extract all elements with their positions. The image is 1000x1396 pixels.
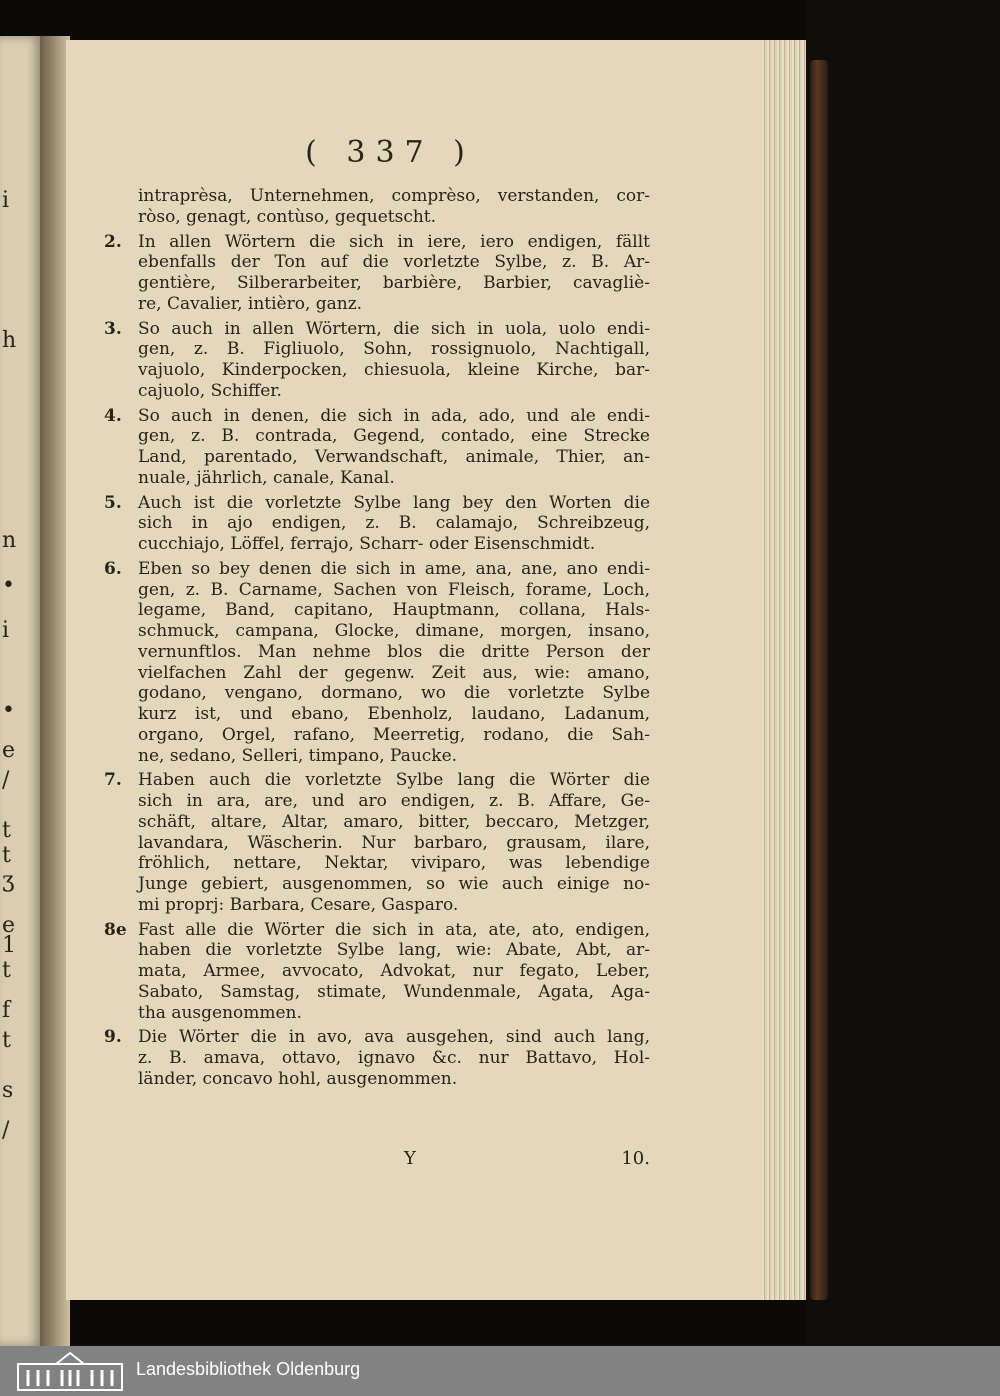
entry-number: 6.: [104, 558, 122, 579]
text-line: re, Cavalier, intièro, ganz.: [138, 293, 363, 314]
text-line-row: [104, 559, 650, 580]
text-line: gen, z. B. contrada, Gegend, contado, eine Strecke: [138, 426, 650, 447]
signature-mark: Y: [404, 1148, 416, 1169]
library-footer-bar: [0, 1346, 1000, 1396]
left-page-fragment: t: [2, 1028, 11, 1053]
text-line: gen, z. B. Figliuolo, Sohn, rossignuolo, Nachtigall,: [138, 339, 650, 360]
left-page-fragment: f: [2, 998, 11, 1023]
text-line: gentière, Silberarbeiter, barbière, Barbier, cavagliè-: [138, 273, 650, 293]
text-entry: [104, 319, 650, 402]
text-line: sich in ara, are, und aro endigen, z. B. Affare, Ge-: [138, 791, 650, 811]
text-line: vielfachen Zahl der gegenw. Zeit aus, wie: amano,: [138, 662, 650, 683]
entry-number: 4.: [104, 405, 122, 426]
text-entry: [104, 920, 650, 1024]
text-line: Fast alle die Wörter die sich in ata, ate, ato, endigen,: [138, 919, 650, 940]
cover-spine: [810, 60, 828, 1300]
text-line-row: [104, 920, 650, 941]
text-line: vajuolo, Kinderpocken, chiesuola, kleine Kirche, bar-: [138, 360, 650, 380]
text-line-row: [104, 232, 650, 253]
text-line: fröhlich, nettare, Nektar, viviparo, was lebendige: [138, 853, 650, 874]
left-page-fragment: •: [2, 698, 15, 723]
text-line: Land, parentado, Verwandschaft, animale, Thier, an-: [138, 447, 650, 467]
text-entry: [104, 770, 650, 915]
text-line: kurz ist, und ebano, Ebenholz, laudano, Ladanum,: [138, 704, 650, 724]
text-line: haben die vorletzte Sylbe lang, wie: Abate, Abt, ar-: [138, 940, 650, 961]
page-edges: [762, 40, 810, 1300]
text-entry: [104, 559, 650, 767]
text-line: ròso, genagt, contùso, gequetscht.: [138, 206, 437, 227]
entry-number: 7.: [104, 770, 122, 791]
entry-number: 5.: [104, 492, 122, 513]
text-line: ne, sedano, Selleri, timpano, Paucke.: [138, 745, 458, 766]
text-line: So auch in denen, die sich in ada, ado, und ale endi-: [138, 405, 650, 426]
text-entry: [104, 232, 650, 315]
text-line: In allen Wörtern die sich in iere, iero endigen, fällt: [138, 231, 650, 252]
text-entry: [104, 186, 650, 228]
left-page-fragment: n: [2, 528, 17, 553]
text-line: nuale, jährlich, canale, Kanal.: [138, 467, 395, 488]
left-page-fragment: h: [2, 328, 17, 353]
entry-number: 9.: [104, 1027, 122, 1048]
left-page-fragment: t: [2, 843, 11, 868]
library-building-logo-icon: [16, 1350, 124, 1392]
left-page-fragment: s: [2, 1078, 14, 1103]
text-line: cajuolo, Schiffer.: [138, 380, 282, 401]
entry-number: 8e: [104, 919, 127, 940]
text-line: So auch in allen Wörtern, die sich in uola, uolo endi-: [138, 318, 650, 339]
left-page-fragment: 1: [2, 933, 16, 958]
text-line: Auch ist die vorletzte Sylbe lang bey den Worten die: [138, 492, 650, 513]
text-line: schmuck, campana, Glocke, dimane, morgen, insano,: [138, 621, 650, 641]
page-text: [104, 186, 650, 1090]
text-line: Haben auch die vorletzte Sylbe lang die Wörter die: [138, 770, 650, 791]
text-line: Junge gebiert, ausgenommen, so wie auch einige no-: [138, 874, 650, 894]
text-line: schäft, altare, Altar, amaro, bitter, beccaro, Metzger,: [138, 811, 650, 832]
text-line: vernunftlos. Man nehme blos die dritte Person der: [138, 641, 650, 662]
text-line: gen, z. B. Carname, Sachen von Fleisch, forame, Loch,: [138, 579, 650, 600]
left-page-fragment: •: [2, 573, 15, 598]
left-page-fragment: t: [2, 958, 11, 983]
text-line: cucchiajo, Löffel, ferrajo, Scharr- oder Eisenschmidt.: [138, 534, 596, 554]
catchword: 10.: [621, 1148, 650, 1169]
left-page-fragment: ʒ: [2, 868, 15, 893]
entry-number: 2.: [104, 231, 122, 252]
text-line-row: [104, 406, 650, 427]
text-line: sich in ajo endigen, z. B. calamajo, Schreibzeug,: [138, 513, 650, 534]
left-page-fragment: /: [2, 1118, 10, 1143]
text-line: mata, Armee, avvocato, Advokat, nur fegato, Leber,: [138, 961, 650, 981]
text-line: lavandara, Wäscherin. Nur barbaro, grausam, ilare,: [138, 832, 650, 853]
text-entry: [104, 493, 650, 555]
book-cover: [806, 0, 1000, 1346]
left-page-fragment: /: [2, 768, 10, 793]
library-name: Landesbibliothek Oldenburg: [136, 1359, 361, 1379]
text-line-row: [104, 319, 650, 340]
left-page-fragment: i: [2, 618, 10, 643]
text-entry: [104, 406, 650, 489]
text-line: intraprèsa, Unternehmen, comprèso, verstanden, cor-: [138, 186, 650, 206]
text-line: tha ausgenommen.: [138, 1002, 302, 1023]
text-line: legame, Band, capitano, Hauptmann, collana, Hals-: [138, 600, 650, 621]
left-page-fragment: i: [2, 188, 10, 213]
text-line-row: [104, 770, 650, 791]
text-line: Sabato, Samstag, stimate, Wundenmale, Agata, Aga-: [138, 981, 650, 1002]
text-line: z. B. amava, ottavo, ignavo &c. nur Battavo, Hol-: [138, 1048, 650, 1068]
text-line: godano, vengano, dormano, wo die vorletzte Sylbe: [138, 683, 650, 704]
text-line: organo, Orgel, rafano, Meerretig, rodano, die Sah-: [138, 724, 650, 745]
text-line: Die Wörter die in avo, ava ausgehen, sind auch lang,: [138, 1027, 650, 1048]
left-page-fragment: e: [2, 738, 16, 763]
left-page-fragment: t: [2, 818, 11, 843]
text-entry: [104, 1027, 650, 1089]
page-footer: [104, 1148, 650, 1174]
text-line: ebenfalls der Ton auf die vorletzte Sylbe, z. B. Ar-: [138, 252, 650, 273]
text-line: länder, concavo hohl, ausgenommen.: [138, 1068, 458, 1089]
entry-number: 3.: [104, 318, 122, 339]
left-page-fragment: e: [2, 913, 16, 938]
page-number: ( 337 ): [305, 135, 475, 170]
text-line: mi proprj: Barbara, Cesare, Gasparo.: [138, 894, 459, 915]
text-line: Eben so bey denen die sich in ame, ana, ane, ano endi-: [138, 558, 650, 579]
left-page-edge: [0, 36, 42, 1346]
text-line-row: [104, 1027, 650, 1048]
text-line-row: [104, 493, 650, 514]
